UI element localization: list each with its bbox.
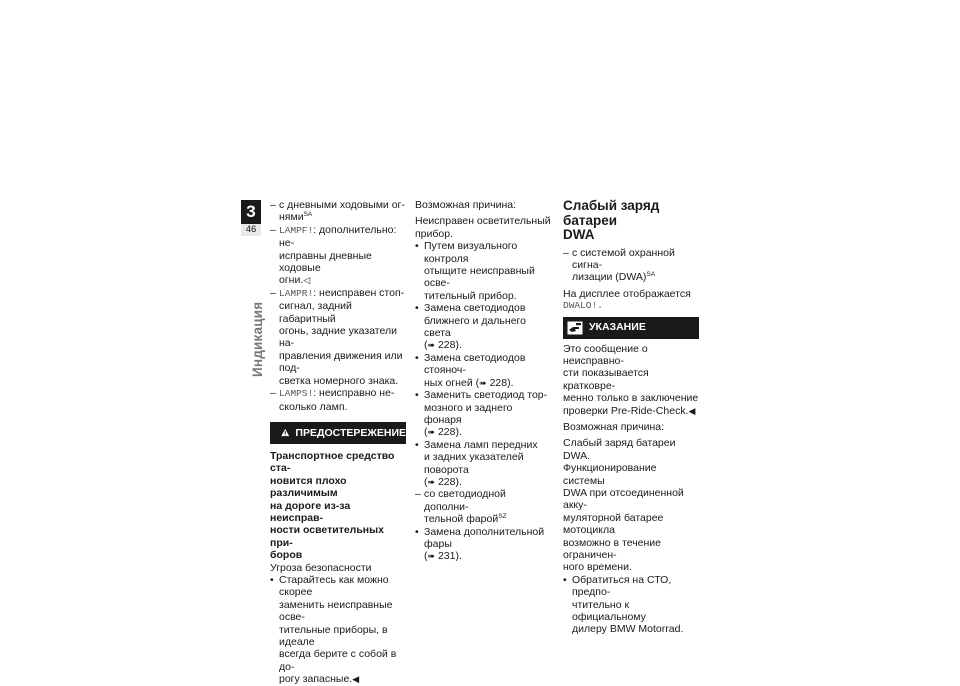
column-1 — [270, 199, 406, 686]
end-mark-icon: ◀ — [688, 405, 696, 416]
cause-text: Слабый заряд батареи DWA. Функционирование системы DWA при отсоединенной акку- муляторной батарее мотоцикла возможно в течение ограничен- ного времени. — [563, 437, 684, 574]
list-item: • Замена дополнительной фары (➠ 231). — [415, 526, 551, 563]
list-item: – LAMPF!: дополнительно: не- исправны дневные ходовые огни.◁ — [270, 224, 406, 287]
page-ref-link[interactable]: 228). — [437, 426, 462, 439]
display-code: DWALO!. — [563, 300, 603, 312]
page-number: 46 — [241, 224, 261, 236]
warning-banner — [270, 422, 406, 444]
warning-label: ПРЕДОСТЕРЕЖЕНИЕ — [295, 426, 406, 439]
list-item: – LAMPS!: неисправно не- сколько ламп. — [270, 387, 406, 413]
page-ref-link[interactable]: 228). — [437, 475, 462, 488]
list-item: – со светодиодной дополни- тельной фарой$^{SZ}$ — [415, 488, 551, 525]
cause-text: Неисправен осветительный прибор. — [415, 215, 551, 240]
list-item: • Заменить светодиод тор- мозного и заднего фонаря (➠ 228). — [415, 389, 551, 439]
note-label: УКАЗАНИЕ — [589, 321, 646, 334]
warning-subtitle: Угроза безопасности — [270, 561, 372, 574]
display-code: LAMPS! — [279, 388, 314, 400]
page-ref-link[interactable]: 228). — [437, 339, 462, 352]
reference-arrow-icon: ➠ — [427, 551, 436, 562]
list-item: • Старайтесь как можно скорее заменить неисправные осве- тительные приборы, в идеале всегда берите с собой в до- рогу запасные.◀ — [270, 574, 406, 686]
note-text: Это сообщение о неисправно- сти показывается кратковре- менно только в заключение проверки Pre-Ride-Check.◀ — [563, 342, 699, 417]
page-ref-link[interactable]: 228). — [489, 376, 514, 389]
end-mark-icon: ◀ — [352, 674, 360, 685]
section-heading: Слабый заряд батареи DWA — [563, 198, 660, 242]
reference-arrow-icon: ➠ — [427, 476, 436, 487]
warning-title: Транспортное средство ста- новится плохо различимым на дороге из-за неисправ- ности осветительных при- боров — [270, 449, 395, 562]
end-mark-icon: ◁ — [303, 275, 311, 286]
column-3 — [563, 199, 699, 636]
list-item: • Замена ламп передних и задних указателей поворота (➠ 228). — [415, 439, 551, 489]
column-2 — [415, 199, 551, 563]
list-item: – с дневными ходовыми ог- нями$^{SA}$ — [270, 199, 406, 224]
list-item: • Путем визуального контроля отыщите неисправный осве- тительный прибор. — [415, 240, 551, 302]
reference-arrow-icon: ➠ — [427, 427, 436, 438]
list-item: – с системой охранной сигна- лизации (DWA)$^{SA}$ — [563, 247, 699, 284]
note-hand-icon — [567, 321, 583, 335]
cause-label: Возможная причина: — [563, 420, 665, 433]
display-code: LAMPR! — [279, 287, 314, 299]
cause-label: Возможная причина: — [415, 199, 517, 211]
warning-triangle-icon — [281, 426, 289, 439]
reference-arrow-icon: ➠ — [479, 377, 487, 388]
list-item: – LAMPR!: неисправен стоп- сигнал, задний габаритный огонь, задние указатели на- правления движения или под- светка номерного знака. — [270, 287, 406, 387]
list-item: • Замена светодиодов ближнего и дальнего света (➠ 228). — [415, 302, 551, 352]
page-ref-link[interactable]: 231). — [437, 550, 462, 563]
chapter-title: Индикация — [250, 301, 265, 377]
reference-arrow-icon: ➠ — [427, 340, 436, 351]
display-text: На дисплее отображается — [563, 287, 691, 300]
chapter-number: 3 — [246, 202, 256, 221]
note-banner — [563, 317, 699, 339]
chapter-tab — [241, 200, 261, 234]
list-item: • Обратиться на СТО, предпо- чтительно к официальному дилеру BMW Motorrad. — [563, 574, 699, 636]
display-code: LAMPF! — [279, 224, 314, 236]
list-item: • Замена светодиодов стояноч- ных огней (➠ 228). — [415, 352, 551, 389]
